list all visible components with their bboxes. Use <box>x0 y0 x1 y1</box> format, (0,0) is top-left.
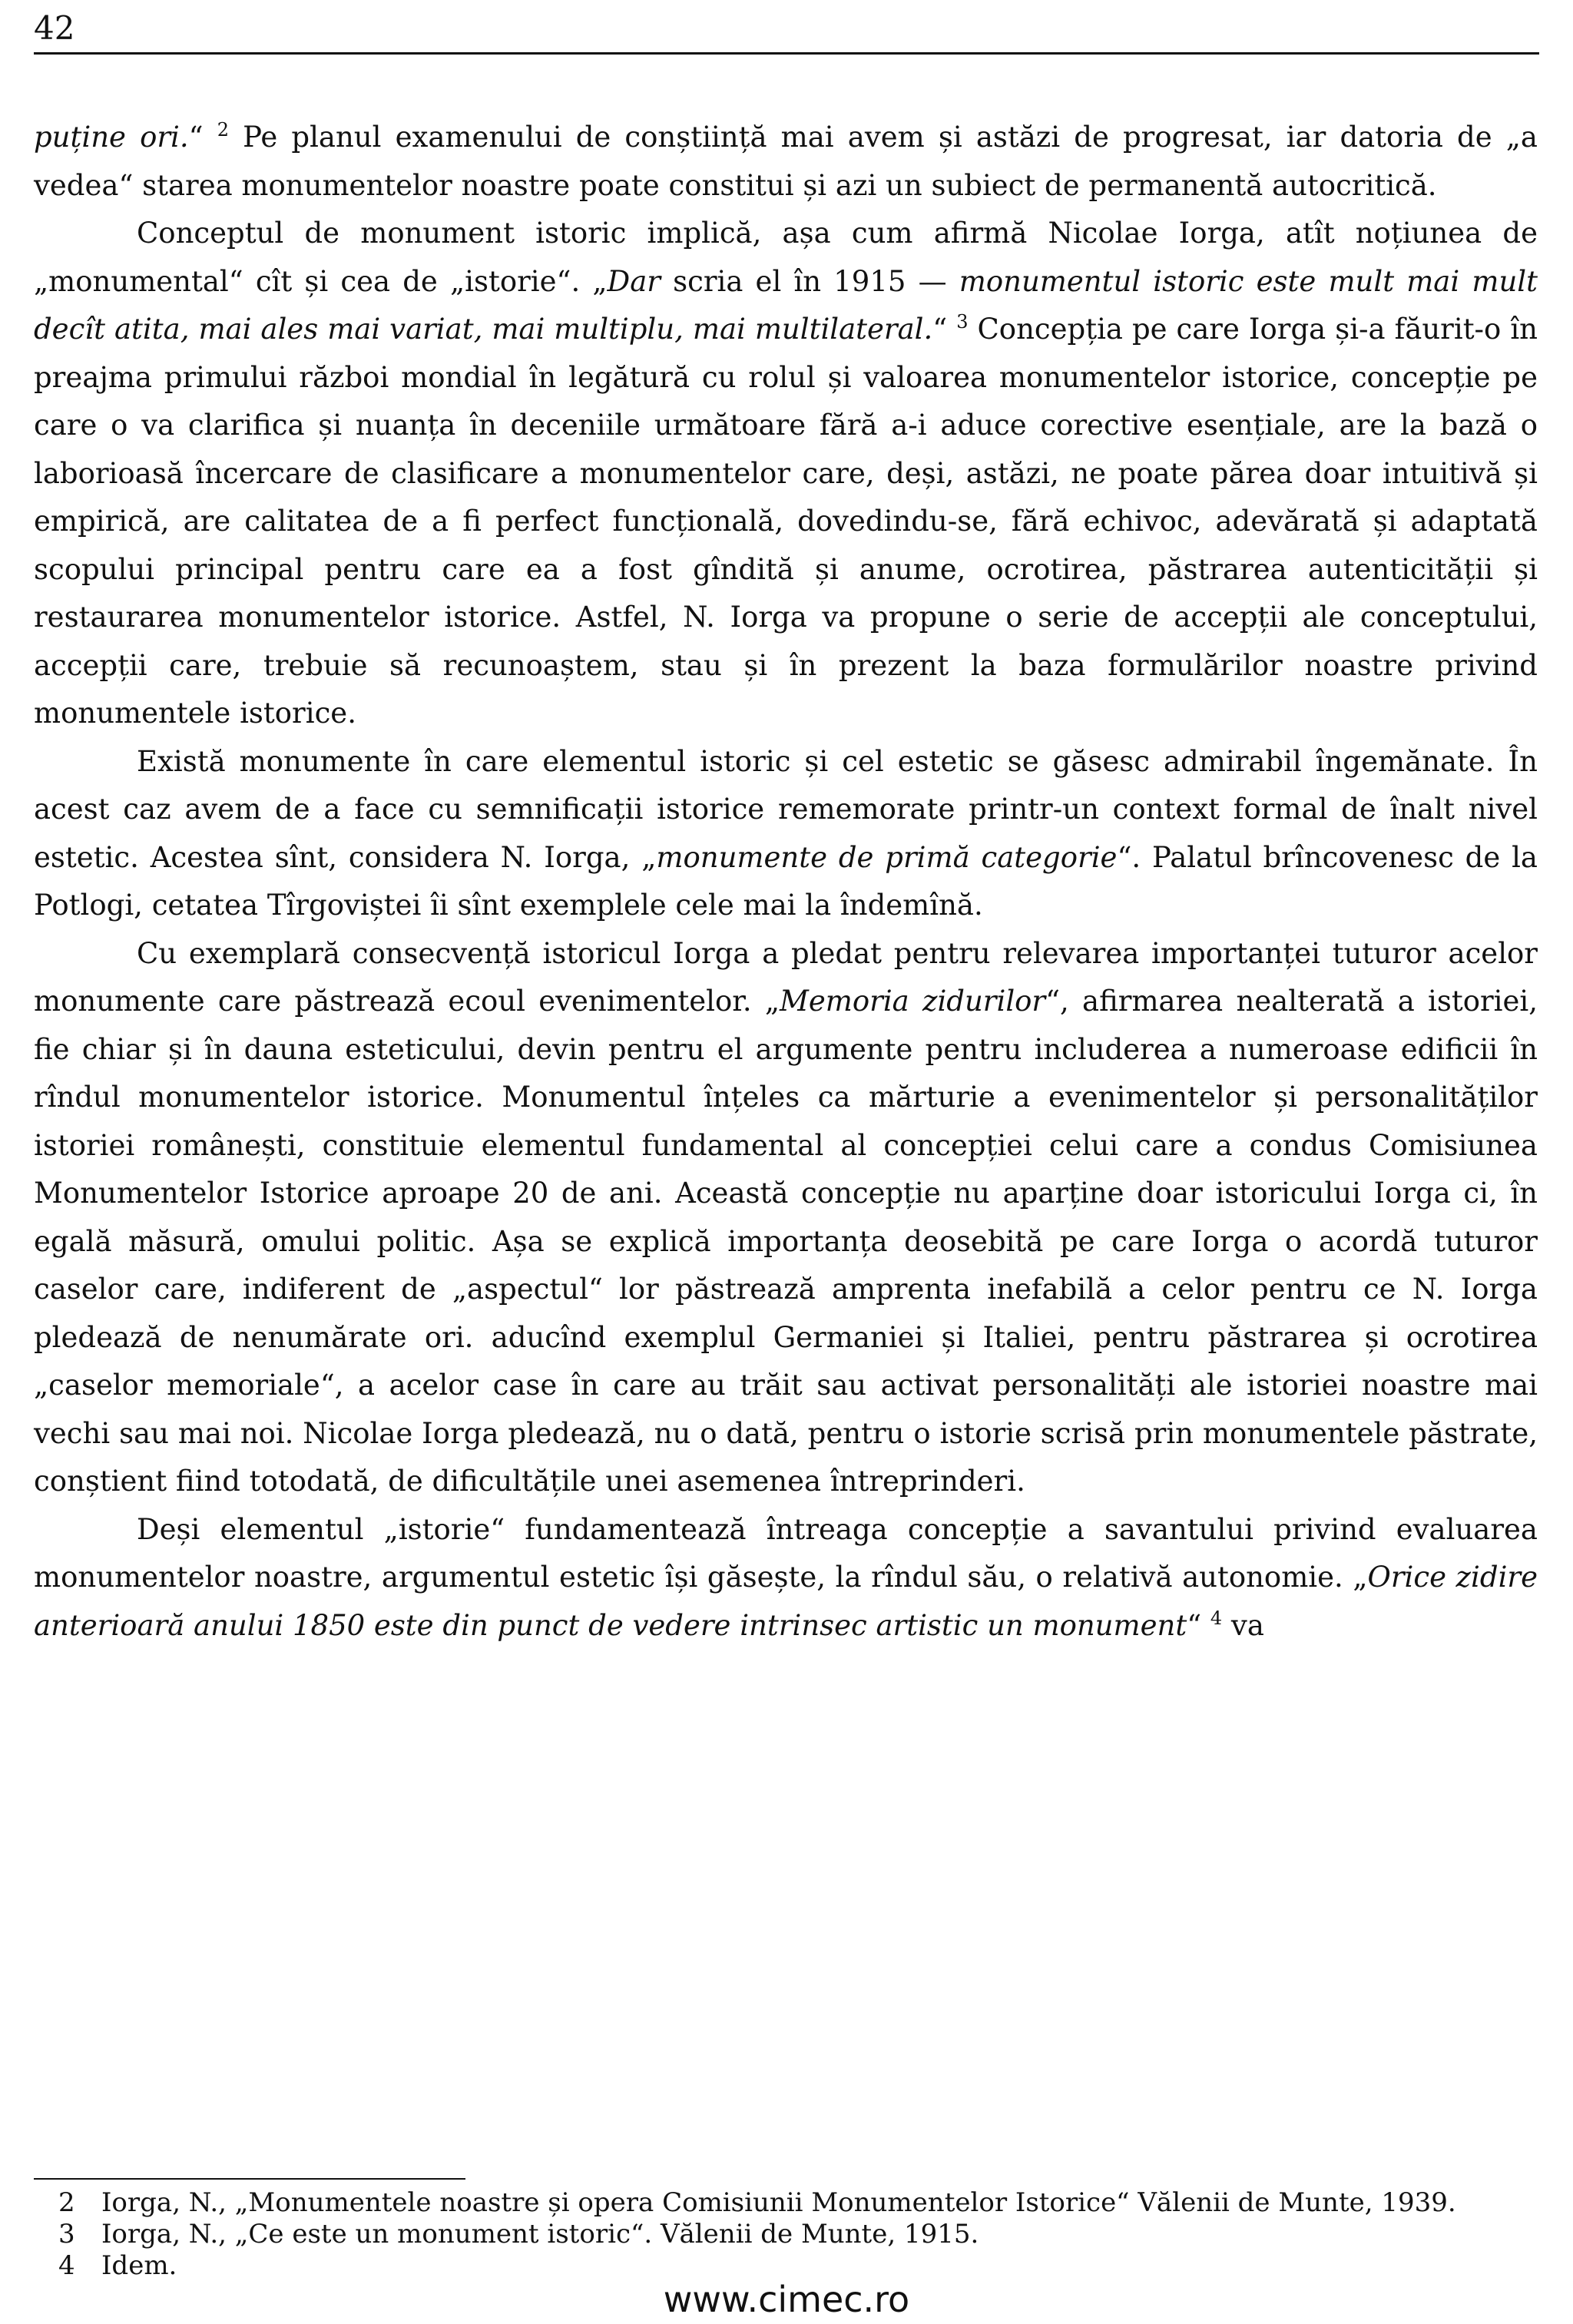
text-run: “, afirmarea nealterată a istoriei, fie chiar și în dauna esteticului, devin pentru el argumente pentru includerea a numeroase edificii în rîndul monumentelor istorice. Monumentul înțeles ca mărturie a evenimentelor și personalităților istoriei românești, constituie elementul fundamental al concepției celui care a condus Comisiunea Monumentelor Istorice aproape 20 de ani. Această concepție nu aparține doar istoricului Iorga ci, în egală măsură, omului politic. Așa se explică importanța deosebită pe care Iorga o acordă tuturor caselor care, indiferent de „aspectul“ lor păstrează amprenta inefabilă a celor pentru ce N. Iorga pledează de nenumărate ori. aducînd exemplul Germaniei și Italiei, pentru păstrarea și ocrotirea „caselor memoriale“, a acelor case în care au trăit sau activat personalități ale istoriei noastre mai vechi sau mai noi. Nicolae Iorga pledează, nu o dată, pentru o istorie scrisă prin monumentele păstrate, conștient fiind totodată, de dificultățile unei asemenea întreprinderi. <box>34 985 1538 1498</box>
footnote-reference: 3 <box>956 311 969 333</box>
paragraph-2 <box>34 210 1538 738</box>
footnote-number: 2 <box>58 2187 75 2218</box>
italic-text: puține ori. <box>34 121 189 154</box>
footnote-item <box>58 2250 1538 2282</box>
footnotes <box>58 2187 1538 2282</box>
footnote-item <box>58 2219 1538 2250</box>
text-run: Conceptul de monument istoric implică, așa cum afirmă Nicolae Iorga, atît noțiunea de „monumental“ cît și cea de „istorie“. „ <box>34 217 1538 298</box>
italic-text: Orice zidire anterioară anului 1850 este din punct de vedere intrinsec artistic un monument <box>34 1561 1538 1642</box>
footnote-number: 4 <box>58 2250 75 2281</box>
footnote-item <box>58 2187 1538 2219</box>
footnote-text: Iorga, N., „Monumentele noastre și opera Comisiunii Monumentelor Istorice“ Vălenii de Munte, 1939. <box>101 2187 1456 2218</box>
text-run: “ <box>932 313 957 346</box>
paragraph-1 <box>34 114 1538 210</box>
italic-text: monumente de primă categorie <box>656 840 1118 874</box>
italic-text: Dar <box>607 264 661 298</box>
text-run: “ <box>1187 1608 1210 1642</box>
italic-text: Memoria zidurilor <box>780 985 1046 1018</box>
text-run: scria el în 1915 — <box>660 264 959 298</box>
text-run: va <box>1222 1608 1264 1642</box>
text-run: “ <box>188 121 217 154</box>
footnote-reference: 2 <box>217 119 229 141</box>
paragraph-5 <box>34 1506 1538 1650</box>
footnote-reference: 4 <box>1210 1607 1223 1629</box>
paragraph-3 <box>34 738 1538 930</box>
body-text <box>34 114 1538 1650</box>
text-run: Există monumente în care elementul istoric și cel estetic se găsesc admirabil îngemănate. În acest caz avem de a face cu semnificații istorice rememorate printr-un context formal de înalt nivel estetic. Acestea sînt, considera N. Iorga, „ <box>34 744 1538 874</box>
source-watermark: www.cimec.ro <box>663 2279 910 2320</box>
text-run: Concepția pe care Iorga și-a făurit-o în preajma primului război mondial în legătură cu rolul și valoarea monumentelor istorice, concepție pe care o va clarifica și nuanța în deceniile următoare fără a-i aduce corective esențiale, are la bază o laborioasă încercare de clasificare a monumentelor care, deși, astăzi, ne poate părea doar intuitivă și empirică, are calitatea de a fi perfect funcțională, dovedindu-se, fără echivoc, adevărată și adaptată scopului principal pentru care ea a fost gîndită și anume, ocrotirea, păstrarea autenticității și restaurarea monumentelor istorice. Astfel, N. Iorga va propune o serie de accepții ale conceptului, accepții care, trebuie să recunoaștem, stau și în prezent la baza formulărilor noastre privind monumentele istorice. <box>34 313 1538 730</box>
text-run: Cu exemplară consecvență istoricul Iorga a pledat pentru relevarea importanței tuturor acelor monumente care păstrează ecoul evenimentelor. „ <box>34 936 1538 1018</box>
text-run: Deși elementul „istorie“ fundamentează întreaga concepție a savantului privind evaluarea monumentelor noastre, argumentul estetic își găsește, la rîndul său, o relativă autonomie. „ <box>34 1512 1538 1594</box>
page-number: 42 <box>34 9 75 47</box>
footnote-number: 3 <box>58 2219 75 2250</box>
header-rule <box>34 52 1539 55</box>
italic-text: monumentul istoric este mult mai mult decît atita, mai ales mai variat, mai multiplu, mai multilateral. <box>34 264 1538 346</box>
paragraph-4 <box>34 930 1538 1506</box>
text-run: “. Palatul brîncovenesc de la Potlogi, cetatea Tîrgoviștei îi sînt exemplele cele mai la îndemînă. <box>34 840 1538 922</box>
footnote-rule <box>34 2178 465 2180</box>
text-run: Pe planul examenului de conștiință mai avem și astăzi de progresat, iar datoria de „a vedea“ starea monumentelor noastre poate constitui și azi un subiect de permanentă autocritică. <box>34 121 1538 202</box>
footnote-text: Iorga, N., „Ce este un monument istoric“. Vălenii de Munte, 1915. <box>101 2219 979 2250</box>
footnote-text: Idem. <box>101 2250 177 2281</box>
